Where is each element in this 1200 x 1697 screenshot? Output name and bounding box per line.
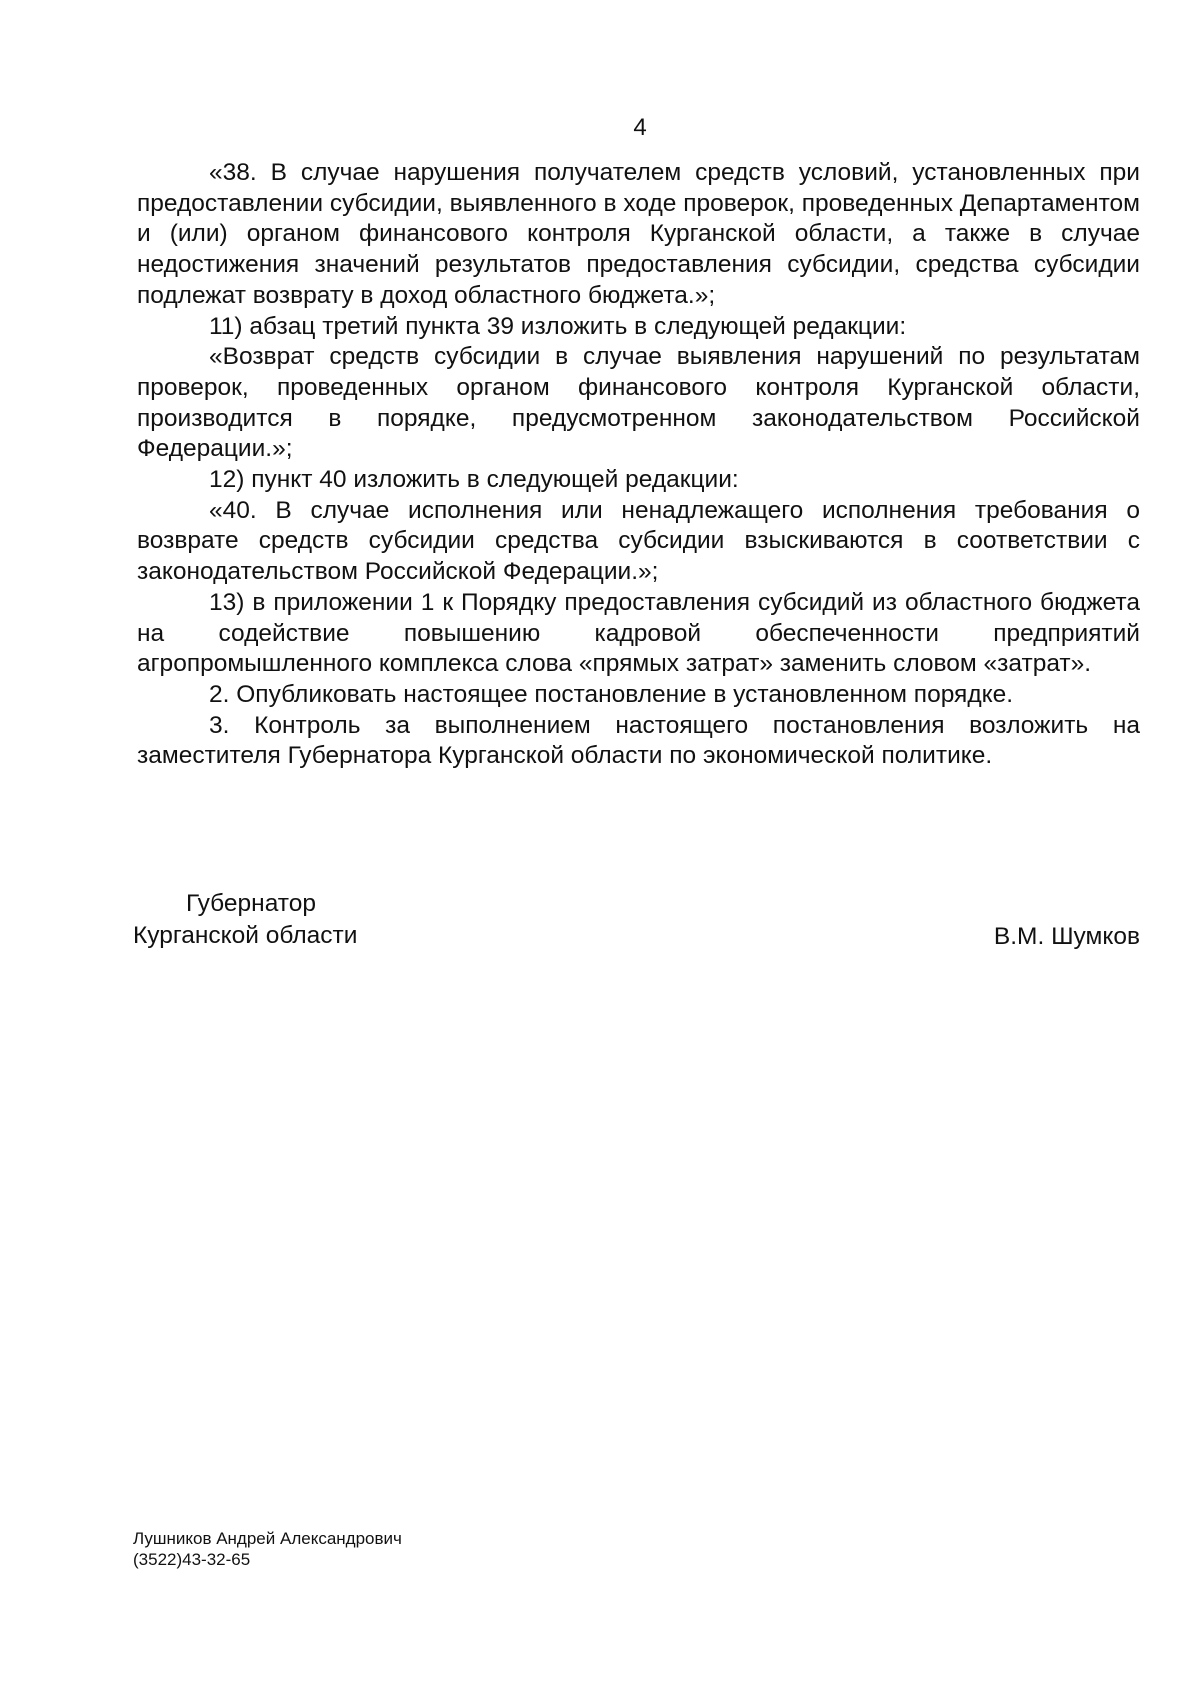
- paragraph-clause-39-text: «Возврат средств субсидии в случае выявления нарушений по результатам проверок, проведенных органом финансового контроля Курганской области, производится в порядке, предусмотренном законодательством Российской Федерации.»;: [137, 343, 1140, 463]
- paragraph-clause-38: «38. В случае нарушения получателем средств условий, установленных при предоставлении субсидии, выявленного в ходе проверок, проведенных Департаментом и (или) органом финансового контроля Курганской области, а также в случае недостижения значений результатов предоставления субсидии, средства субсидии подлежат возврату в доход областного бюджета.»;: [137, 159, 1140, 309]
- signatory-title: [133, 888, 357, 952]
- executor-name: Лушников Андрей Александрович: [133, 1529, 402, 1548]
- document-body: [137, 158, 1140, 772]
- paragraph-item-11: 11) абзац третий пункта 39 изложить в следующей редакции:: [209, 312, 907, 340]
- paragraph-item-13: 13) в приложении 1 к Порядку предоставления субсидий из областного бюджета на содействие повышению кадровой обеспеченности предприятий агропромышленного комплекса слова «прямых затрат» заменить словом «затрат».: [137, 588, 1140, 678]
- paragraph-clause-40: «40. В случае исполнения или ненадлежащего исполнения требования о возврате средств субсидии средства субсидии взыскиваются в соответствии с законодательством Российской Федерации.»;: [137, 496, 1140, 586]
- signatory-title-line2: Курганской области: [133, 922, 358, 949]
- signatory-name: В.М. Шумков: [993, 923, 1140, 950]
- paragraph-control: 3. Контроль за выполнением настоящего постановления возложить на заместителя Губернатора Курганской области по экономической политике.: [137, 711, 1140, 770]
- executor-contacts: [133, 1528, 402, 1570]
- paragraph-publish: 2. Опубликовать настоящее постановление в установленном порядке.: [209, 680, 1014, 708]
- signatory-title-line1: Губернатор: [186, 890, 316, 917]
- page-number: 4: [633, 114, 647, 141]
- executor-phone: (3522)43-32-65: [133, 1550, 251, 1569]
- paragraph-item-12: 12) пункт 40 изложить в следующей редакции:: [209, 466, 739, 494]
